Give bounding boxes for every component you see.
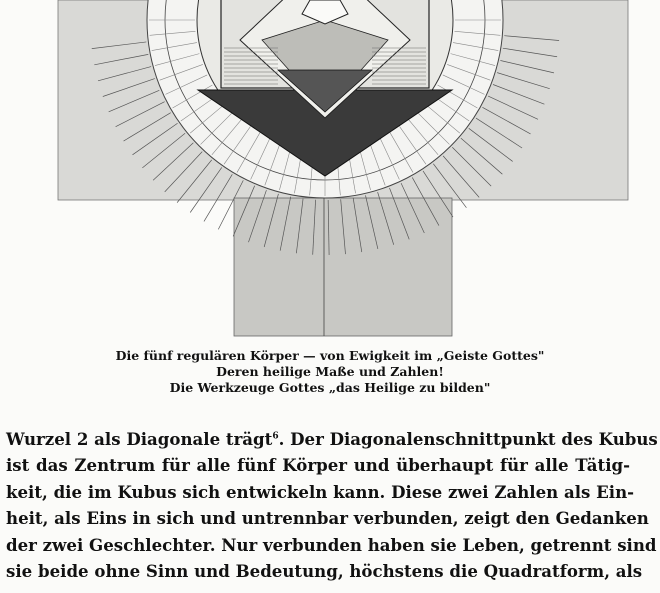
text-line-6: sie beide ohne Sinn und Bedeutung, höchstens die Quadratform, als [6,561,643,582]
caption-line-3: Die Werkzeuge Gottes „das Heilige zu bilden" [169,380,491,395]
caption-line-1: Die fünf regulären Körper — von Ewigkeit im „Geiste Gottes" [115,348,545,363]
diagram-five-regular-solids [48,0,638,338]
body-paragraph [6,426,658,584]
text-line-2: ist das Zentrum für alle fünf Körper und überhaupt für alle Tätig- [6,455,630,476]
figure-caption [0,348,660,396]
text-line-1-start: Wurzel 2 als Diagonale trägt [6,429,273,449]
text-line-4: heit, als Eins in sich und untrennbar verbunden, zeigt den Gedanken [6,508,649,529]
footnote-marker: 6 [272,431,279,442]
text-line-1 [6,426,658,452]
text-line-5: der zwei Geschlechter. Nur verbunden haben sie Leben, getrennt sind [6,534,657,555]
caption-line-2: Deren heilige Maße und Zahlen! [216,364,444,379]
text-line-1-rest: . Der Diagonalenschnittpunkt des Kubus [278,429,658,449]
text-line-3: keit, die im Kubus sich entwickeln kann. Diese zwei Zahlen als Ein- [6,481,635,502]
